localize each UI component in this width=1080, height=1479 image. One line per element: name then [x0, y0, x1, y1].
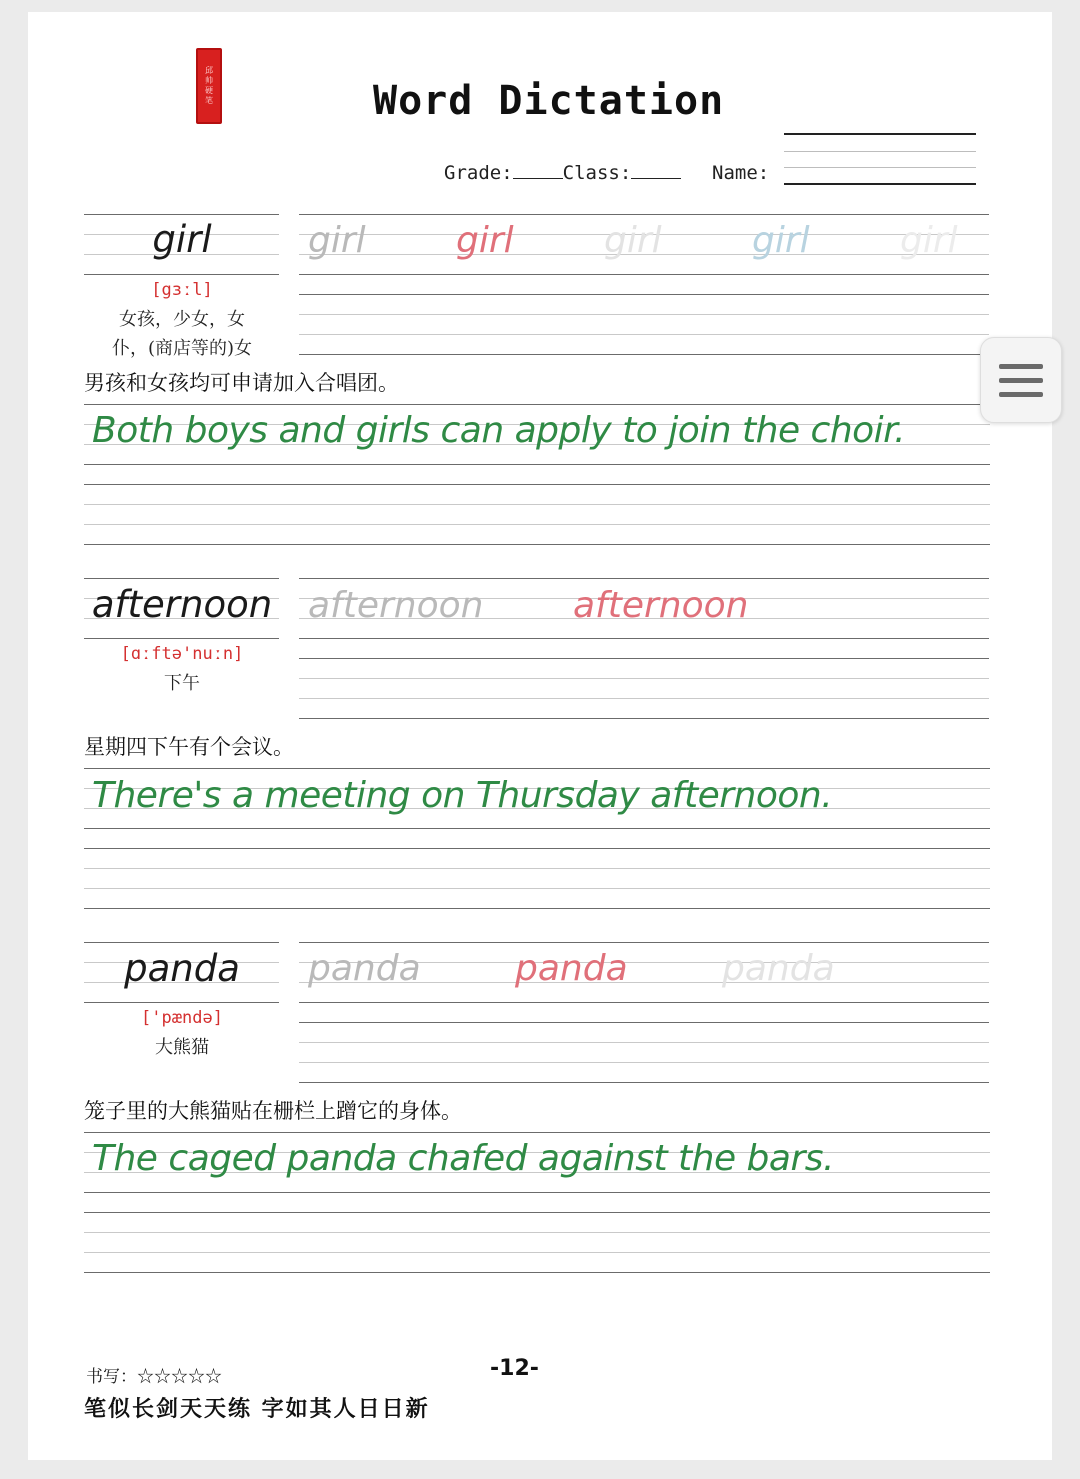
vocab-word: girl [152, 218, 212, 261]
practice-line [299, 1022, 989, 1023]
sentence-line [84, 1252, 990, 1253]
practice-line [299, 1042, 989, 1043]
practice-line [299, 718, 989, 719]
sentence-line [84, 848, 990, 849]
practice-line [299, 314, 989, 315]
sentence-line [84, 524, 990, 525]
practice-line [299, 334, 989, 335]
sentence-english: Both boys and girls can apply to join the choir. [92, 410, 906, 451]
practice-line [299, 678, 989, 679]
name-field [712, 162, 769, 184]
practice-line [299, 658, 989, 659]
practice-line [299, 274, 989, 275]
sentence-line [84, 1272, 990, 1273]
class-label: Class: [562, 162, 632, 184]
page-title: Word Dictation [373, 78, 725, 124]
sentence-line [84, 1192, 990, 1193]
grade-label: Grade: [444, 162, 513, 184]
trace-word: panda [308, 948, 421, 989]
practice-line [299, 1002, 989, 1003]
sentence-line [84, 828, 990, 829]
phonetic: ['pændə] [141, 1008, 223, 1028]
header-line [784, 183, 976, 185]
word-box-line [84, 942, 279, 943]
sentence-line [84, 888, 990, 889]
meaning [84, 1033, 280, 1062]
page-number: -12- [490, 1356, 539, 1381]
trace-word: girl [308, 220, 366, 261]
floating-menu-button[interactable] [980, 337, 1062, 423]
sentence-line [84, 908, 990, 909]
sentence-chinese: 男孩和女孩均可申请加入合唱团。 [84, 371, 399, 395]
word-box-line [84, 274, 279, 275]
sentence-english: There's a meeting on Thursday afternoon. [92, 775, 833, 816]
phonetic: [ɑːftə'nuːn] [120, 644, 244, 664]
sentence-line [84, 544, 990, 545]
meaning-line: 女孩，少女，女 [119, 309, 245, 330]
practice-line [299, 578, 989, 579]
trace-word: girl [456, 220, 514, 261]
practice-line [299, 294, 989, 295]
practice-line [299, 1062, 989, 1063]
header-line [784, 133, 976, 135]
sentence-line [84, 484, 990, 485]
sentence-line [84, 504, 990, 505]
seal-char: 笔 [205, 96, 213, 105]
meaning [84, 669, 280, 698]
meaning-line: 仆，(商店等的)女 [111, 338, 253, 359]
trace-word: afternoon [573, 585, 749, 626]
trace-word: girl [604, 220, 662, 261]
seal-char: 帅 [205, 76, 213, 85]
sentence-line [84, 464, 990, 465]
sentence-english: The caged panda chafed against the bars. [92, 1138, 834, 1179]
sentence-line [84, 1212, 990, 1213]
sentence-line [84, 868, 990, 869]
worksheet-page [28, 12, 1052, 1460]
hamburger-menu-icon [999, 364, 1043, 397]
trace-word: afternoon [308, 585, 484, 626]
practice-line [299, 942, 989, 943]
seal-stamp [196, 48, 222, 124]
trace-word: panda [722, 948, 835, 989]
vocab-word: afternoon [91, 583, 273, 626]
seal-char: 邱 [205, 66, 213, 75]
meaning [84, 305, 280, 363]
practice-line [299, 638, 989, 639]
practice-line [299, 354, 989, 355]
practice-line [299, 1082, 989, 1083]
sentence-chinese: 笼子里的大熊猫贴在栅栏上蹭它的身体。 [84, 1099, 462, 1123]
seal-char: 硬 [205, 86, 213, 95]
grade-blank[interactable] [513, 164, 563, 179]
handwriting-rating: 书写：☆☆☆☆☆ [86, 1367, 222, 1387]
word-box-line [84, 214, 279, 215]
vocab-word: panda [124, 947, 240, 990]
sentence-line [84, 1132, 990, 1133]
sentence-line [84, 768, 990, 769]
phonetic: [gɜːl] [151, 280, 213, 300]
practice-line [299, 214, 989, 215]
trace-word: panda [515, 948, 628, 989]
sentence-line [84, 404, 990, 405]
name-label: Name: [712, 162, 770, 184]
meaning-line: 下午 [164, 673, 200, 694]
sentence-chinese: 星期四下午有个会议。 [84, 735, 294, 759]
word-box-line [84, 578, 279, 579]
practice-line [299, 698, 989, 699]
grade-class-fields [444, 162, 681, 184]
header-line [784, 167, 976, 168]
header-line [784, 151, 976, 152]
word-box-line [84, 1002, 279, 1003]
trace-word: girl [752, 220, 810, 261]
trace-word: girl [900, 220, 958, 261]
footer-motto: 笔似长剑天天练 字如其人日日新 [84, 1396, 430, 1422]
word-box-line [84, 638, 279, 639]
meaning-line: 大熊猫 [155, 1037, 209, 1058]
sentence-line [84, 1232, 990, 1233]
class-blank[interactable] [631, 164, 681, 179]
